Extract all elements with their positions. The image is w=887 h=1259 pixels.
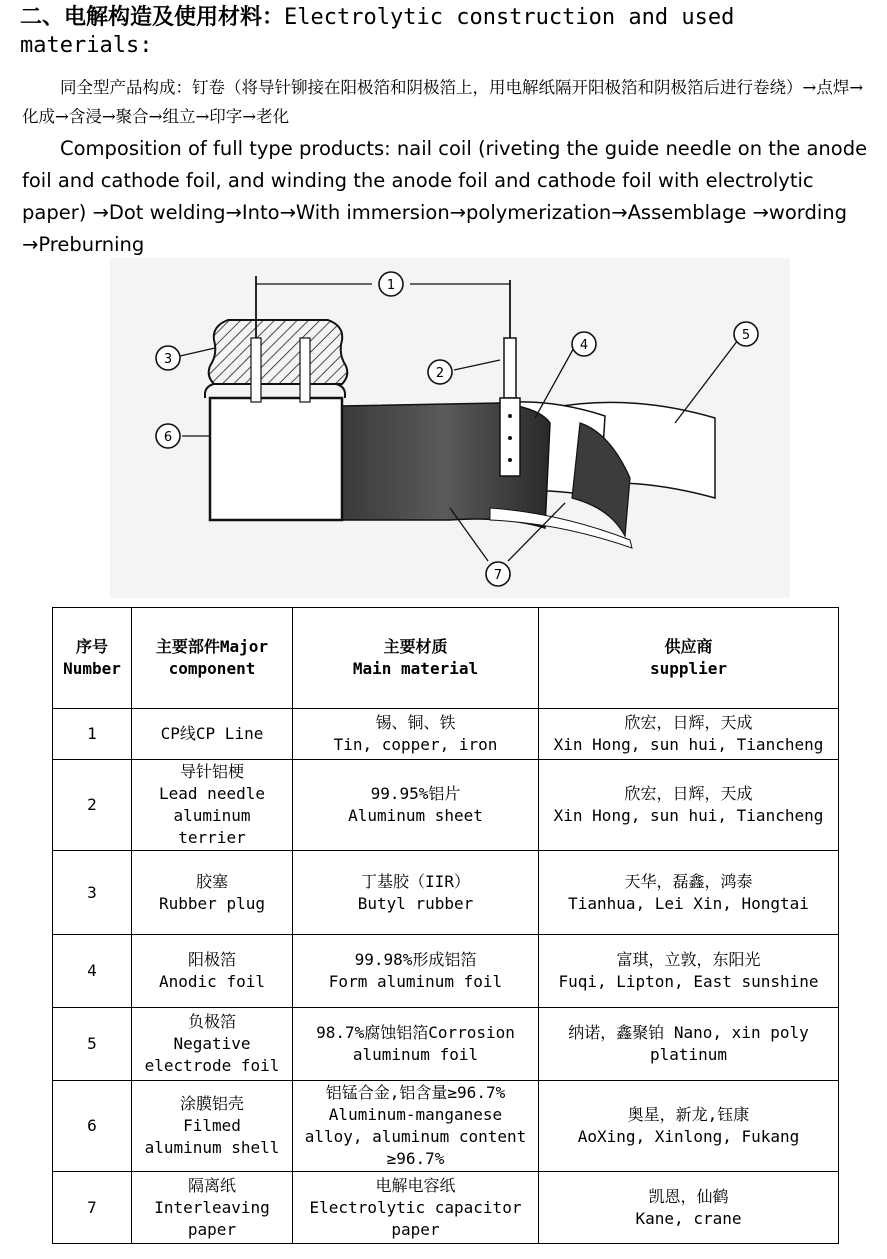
cell-number: 5 xyxy=(53,1008,132,1081)
header-number: 序号 Number xyxy=(53,608,132,709)
section-title-cn: 二、电解构造及使用材料： xyxy=(20,5,285,30)
header-supplier: 供应商 supplier xyxy=(539,608,839,709)
header-component: 主要部件Major component xyxy=(132,608,293,709)
cell-component: 胶塞 Rubber plug xyxy=(132,851,293,935)
section-heading xyxy=(20,4,820,60)
lead-needle-shape xyxy=(504,338,516,398)
cell-supplier: 欣宏，日辉，天成 Xin Hong, sun hui, Tiancheng xyxy=(539,760,839,851)
cell-component: 导针铝梗 Lead needle aluminum terrier xyxy=(132,760,293,851)
table-row xyxy=(53,851,839,935)
cell-number: 3 xyxy=(53,851,132,935)
table-header-row xyxy=(53,608,839,709)
cell-component: 负极箔 Negative electrode foil xyxy=(132,1008,293,1081)
cell-number: 1 xyxy=(53,709,132,760)
cell-component: 阳极箔 Anodic foil xyxy=(132,935,293,1008)
header-material: 主要材质 Main material xyxy=(293,608,539,709)
callout-3-label: 3 xyxy=(163,352,173,367)
cell-number: 6 xyxy=(53,1081,132,1172)
callout-7-label: 7 xyxy=(493,568,503,583)
cell-number: 4 xyxy=(53,935,132,1008)
table-row xyxy=(53,709,839,760)
callout-3 xyxy=(156,346,180,370)
callout-1 xyxy=(379,272,403,296)
composition-paragraph-cn: 同全型产品构成：钉卷（将导针铆接在阳极箔和阴极箔上，用电解纸隔开阳极箔和阴极箔后进行卷绕）→点焊→化成→含浸→聚合→组立→印字→老化 xyxy=(22,78,864,126)
table-row xyxy=(53,1172,839,1244)
aluminum-shell-shape xyxy=(210,398,342,520)
cell-material: 丁基胶（IIR） Butyl rubber xyxy=(293,851,539,935)
cell-material: 锡、铜、铁 Tin, copper, iron xyxy=(293,709,539,760)
cell-supplier: 欣宏，日辉，天成 Xin Hong, sun hui, Tiancheng xyxy=(539,709,839,760)
cell-material: 99.98%形成铝箔 Form aluminum foil xyxy=(293,935,539,1008)
capacitor-construction-diagram xyxy=(110,258,790,598)
materials-table xyxy=(52,607,839,1244)
cell-component: 涂膜铝壳 Filmed aluminum shell xyxy=(132,1081,293,1172)
callout-6-label: 6 xyxy=(163,430,173,445)
callout-4 xyxy=(572,332,596,356)
callout-6 xyxy=(156,424,180,448)
callout-7 xyxy=(486,562,510,586)
cell-number: 7 xyxy=(53,1172,132,1244)
composition-paragraph-en: Composition of full type products: nail coil (riveting the guide needle on the anode foil and cathode foil, and winding the anode foil and cathode foil with electrolytic paper) →Dot welding→Into→With immersion→polymerization→Assemblage →wording →Preburning xyxy=(22,137,868,256)
callout-5-label: 5 xyxy=(741,328,751,343)
callout-4-label: 4 xyxy=(579,338,589,353)
cell-supplier: 天华，磊鑫，鸿泰 Tianhua, Lei Xin, Hongtai xyxy=(539,851,839,935)
cell-supplier: 纳诺，鑫聚铂 Nano, xin poly platinum xyxy=(539,1008,839,1081)
rubber-plug-shape xyxy=(209,320,348,384)
callout-5 xyxy=(734,322,758,346)
callout-1-label: 1 xyxy=(386,278,396,293)
table-row xyxy=(53,1081,839,1172)
table-row xyxy=(53,1008,839,1081)
section-title-en: Electrolytic construction and used materials: xyxy=(20,5,735,58)
cell-supplier: 富琪，立敦，东阳光 Fuqi, Lipton, East sunshine xyxy=(539,935,839,1008)
callout-2 xyxy=(428,360,452,384)
cell-material: 98.7%腐蚀铝箔Corrosion aluminum foil xyxy=(293,1008,539,1081)
cell-supplier: 凯恩，仙鹤 Kane, crane xyxy=(539,1172,839,1244)
cell-supplier: 奥星，新龙,钰康 AoXing, Xinlong, Fukang xyxy=(539,1081,839,1172)
cell-number: 2 xyxy=(53,760,132,851)
table-row xyxy=(53,760,839,851)
cell-material: 铝锰合金,铝含量≥96.7% Aluminum-manganese alloy, aluminum content ≥96.7% xyxy=(293,1081,539,1172)
cell-component: 隔离纸 Interleaving paper xyxy=(132,1172,293,1244)
cell-material: 电解电容纸 Electrolytic capacitor paper xyxy=(293,1172,539,1244)
callout-2-label: 2 xyxy=(435,366,445,381)
cell-material: 99.95%铝片 Aluminum sheet xyxy=(293,760,539,851)
cell-component: CP线CP Line xyxy=(132,709,293,760)
table-row xyxy=(53,935,839,1008)
